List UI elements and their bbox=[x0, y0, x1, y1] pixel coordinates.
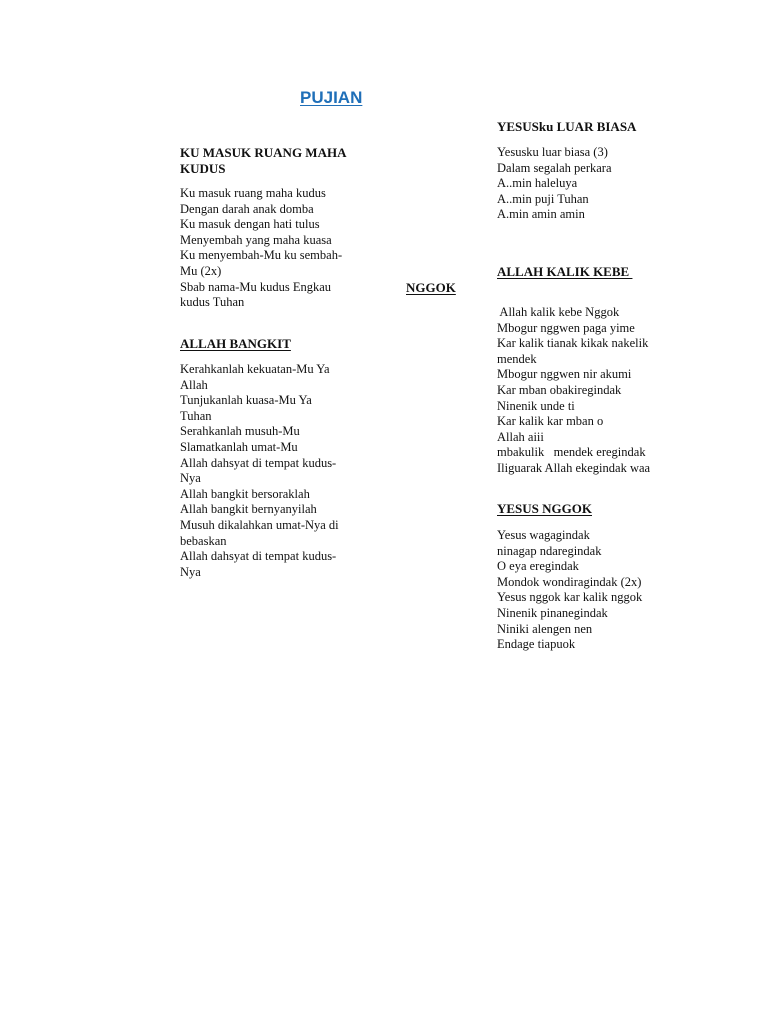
lyric-line: Endage tiapuok bbox=[497, 637, 576, 652]
lyric-line: Serahkanlah musuh-Mu bbox=[180, 424, 300, 439]
song-heading-allah-bangkit: ALLAH BANGKIT bbox=[180, 336, 291, 351]
lyric-line: Allah dahsyat di tempat kudus- bbox=[180, 549, 337, 564]
song-heading-allah-kalik-kebe-continued: NGGOK bbox=[406, 280, 456, 295]
lyric-line: mbakulik mendek eregindak bbox=[497, 445, 646, 460]
lyric-line: A..min haleluya bbox=[497, 176, 578, 191]
song-heading-line: KU MASUK RUANG MAHA bbox=[180, 145, 347, 160]
lyrics-ku-masuk bbox=[180, 186, 342, 311]
lyric-line: Sbab nama-Mu kudus Engkau bbox=[180, 279, 332, 294]
lyric-line: A..min puji Tuhan bbox=[497, 191, 589, 206]
lyric-line: Ku masuk dengan hati tulus bbox=[180, 217, 320, 232]
lyric-line: Ninenik pinanegindak bbox=[497, 605, 608, 620]
song-heading-yesus-nggok: YESUS NGGOK bbox=[497, 501, 592, 516]
lyric-line: Ninenik unde ti bbox=[497, 398, 575, 413]
lyric-line: O eya eregindak bbox=[497, 559, 579, 574]
lyric-line: ninagap ndaregindak bbox=[497, 543, 602, 558]
lyric-line: mendek bbox=[497, 351, 537, 366]
song-heading-allah-kalik-kebe: ALLAH KALIK KEBE bbox=[497, 264, 633, 279]
lyric-line: Nya bbox=[180, 564, 201, 579]
lyric-line: Niniki alengen nen bbox=[497, 621, 593, 636]
lyric-line: Allah kalik kebe Nggok bbox=[497, 305, 620, 319]
lyric-line: Tunjukanlah kuasa-Mu Ya bbox=[180, 393, 312, 408]
lyric-line: Iliguarak Allah ekegindak waa bbox=[497, 460, 651, 475]
lyric-line: Ku menyembah-Mu ku sembah- bbox=[180, 248, 343, 263]
lyric-line: Allah dahsyat di tempat kudus- bbox=[180, 455, 337, 470]
lyric-line: Allah aiii bbox=[497, 429, 544, 444]
song-heading-line: KUDUS bbox=[180, 160, 226, 176]
lyrics-allah-kalik-kebe bbox=[497, 305, 650, 477]
lyric-line: Kar kalik tianak kikak nakelik bbox=[497, 336, 649, 351]
lyric-line: Musuh dikalahkan umat-Nya di bbox=[180, 517, 339, 532]
lyric-line: Menyembah yang maha kuasa bbox=[180, 232, 332, 247]
lyric-line: Allah bangkit bersoraklah bbox=[180, 486, 310, 501]
lyric-line: Dengan darah anak domba bbox=[180, 201, 314, 216]
lyric-line: Nya bbox=[180, 471, 201, 486]
song-heading-yesusku-luar-biasa: YESUSku LUAR BIASA bbox=[497, 119, 637, 134]
lyric-line: Allah bangkit bernyanyilah bbox=[180, 502, 317, 517]
song-heading-ku-masuk bbox=[180, 145, 346, 176]
lyrics-yesus-nggok bbox=[497, 528, 642, 653]
lyric-line: Mondok wondiragindak (2x) bbox=[497, 574, 642, 589]
lyric-line: A.min amin amin bbox=[497, 207, 585, 222]
lyric-line: kudus Tuhan bbox=[180, 295, 245, 310]
lyrics-allah-bangkit bbox=[180, 362, 339, 580]
lyric-line: Mbogur nggwen paga yime bbox=[497, 320, 635, 335]
lyric-line: Kar kalik kar mban o bbox=[497, 414, 604, 429]
lyric-line: Kerahkanlah kekuatan-Mu Ya bbox=[180, 362, 330, 376]
lyric-line: Slamatkanlah umat-Mu bbox=[180, 439, 298, 454]
lyric-line: Mbogur nggwen nir akumi bbox=[497, 367, 632, 382]
lyric-line: Yesusku luar biasa (3) bbox=[497, 145, 608, 159]
lyric-line: Kar mban obakiregindak bbox=[497, 382, 622, 397]
lyric-line: Allah bbox=[180, 377, 208, 392]
lyric-line: bebaskan bbox=[180, 533, 227, 548]
lyrics-yesusku-luar-biasa bbox=[497, 145, 612, 223]
page-title: PUJIAN bbox=[300, 88, 363, 107]
lyric-line: Mu (2x) bbox=[180, 263, 222, 278]
lyric-line: Yesus wagagindak bbox=[497, 528, 590, 542]
lyric-line: Dalam segalah perkara bbox=[497, 160, 612, 175]
lyric-line: Tuhan bbox=[180, 408, 212, 423]
lyric-line: Yesus nggok kar kalik nggok bbox=[497, 590, 643, 605]
lyric-line: Ku masuk ruang maha kudus bbox=[180, 186, 326, 200]
